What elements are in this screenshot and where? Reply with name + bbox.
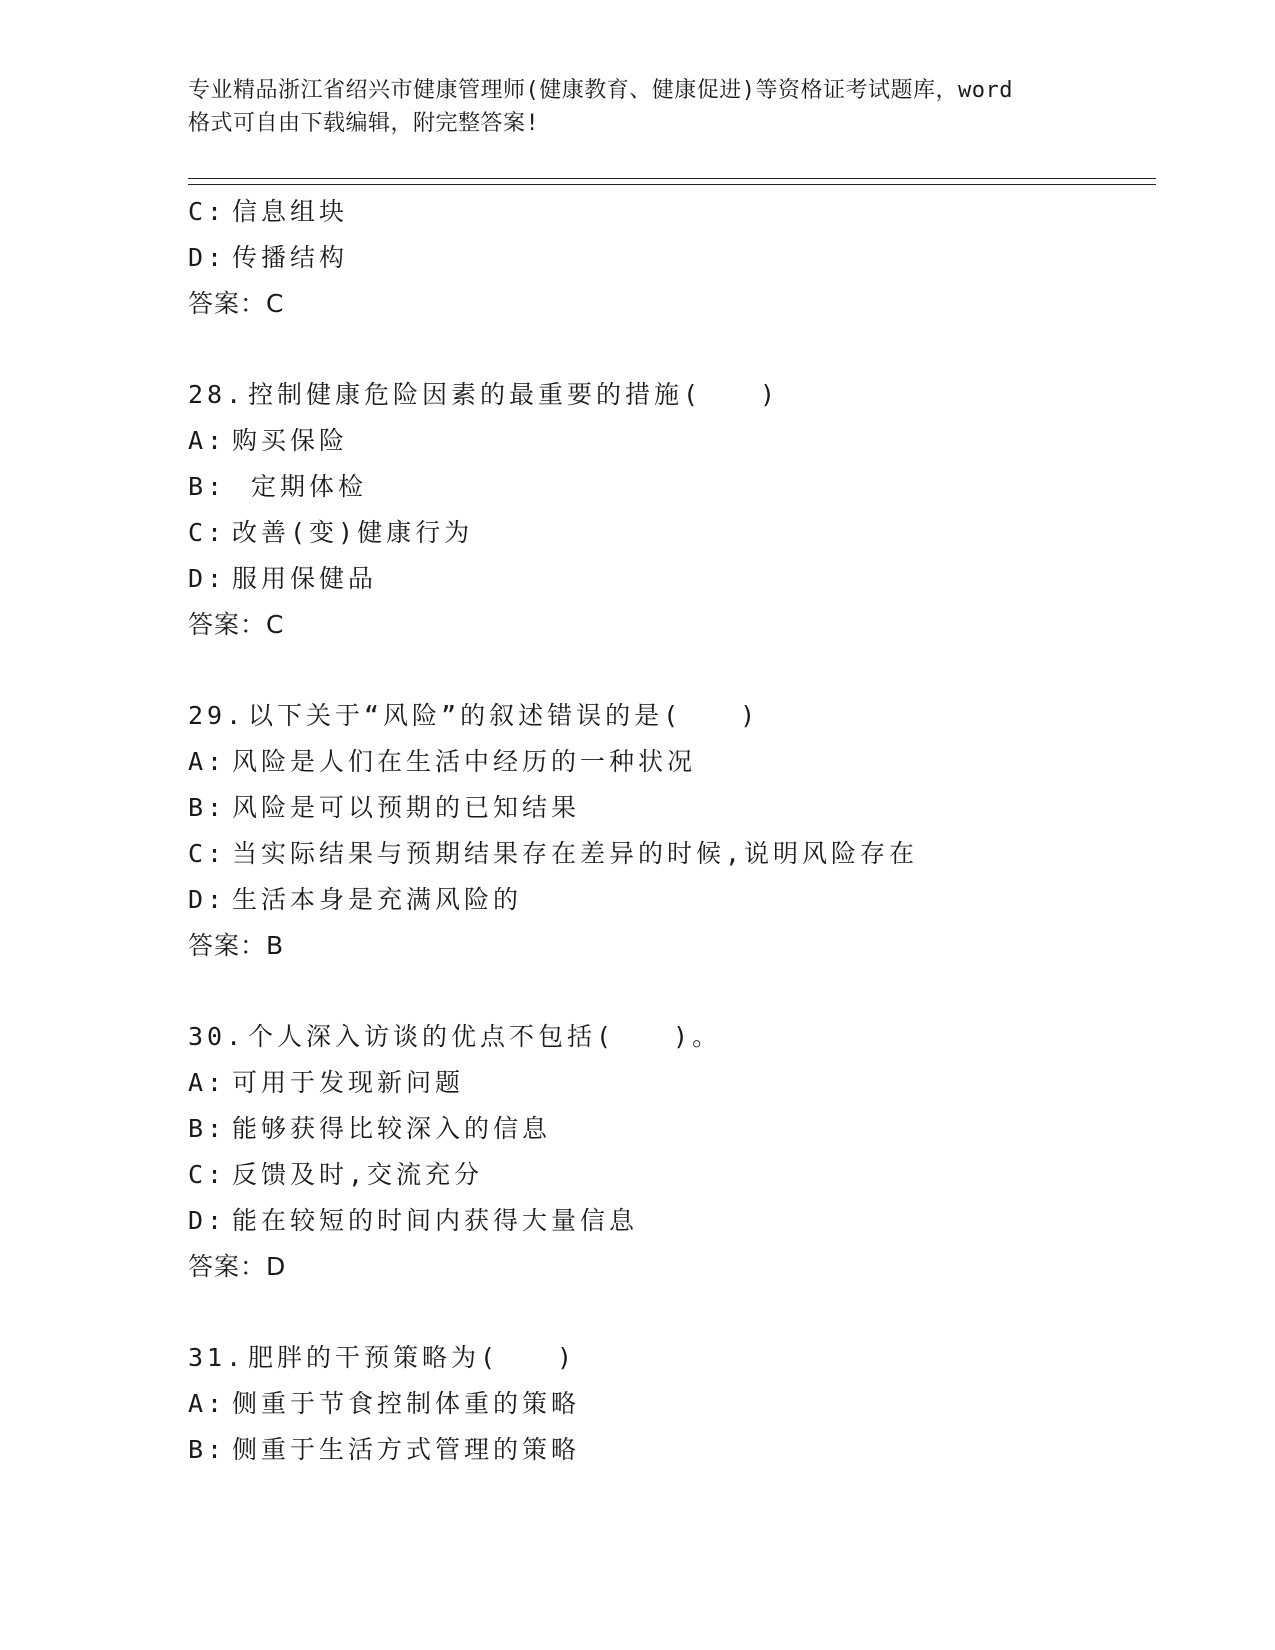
option-c: C: 当实际结果与预期结果存在差异的时候,说明风险存在 xyxy=(188,839,919,868)
header-line-1: 专业精品浙江省绍兴市健康管理师(健康教育、健康促进)等资格证考试题库，word xyxy=(188,78,1013,103)
question-stem: 30. 个人深入访谈的优点不包括( )。 xyxy=(188,1022,722,1051)
question-stem: 29. 以下关于“风险”的叙述错误的是( ) xyxy=(188,701,760,730)
option-b: B: 侧重于生活方式管理的策略 xyxy=(188,1435,581,1464)
option-a: A: 风险是人们在生活中经历的一种状况 xyxy=(188,747,697,776)
question-30 xyxy=(188,1014,1148,1290)
option-d: D: 生活本身是充满风险的 xyxy=(188,885,523,914)
option-b: B: 风险是可以预期的已知结果 xyxy=(188,793,581,822)
option-b: B: 能够获得比较深入的信息 xyxy=(188,1114,552,1143)
answer: 答案：C xyxy=(188,610,285,639)
option-d: D: 能在较短的时间内获得大量信息 xyxy=(188,1206,639,1235)
option-c: C: 反馈及时,交流充分 xyxy=(188,1160,484,1189)
page-header xyxy=(188,74,1088,140)
option-b: B: 定期体检 xyxy=(188,472,368,501)
answer: 答案：B xyxy=(188,931,285,960)
option-a: A: 可用于发现新问题 xyxy=(188,1068,465,1097)
option-d: D: 传播结构 xyxy=(188,243,349,272)
answer: 答案：C xyxy=(188,289,285,318)
option-c: C: 信息组块 xyxy=(188,197,349,226)
option-c: C: 改善(变)健康行为 xyxy=(188,518,474,547)
header-line-2: 格式可自由下载编辑，附完整答案! xyxy=(188,111,540,136)
question-28 xyxy=(188,372,1148,648)
document-body xyxy=(188,189,1148,1473)
question-stem: 31. 肥胖的干预策略为( ) xyxy=(188,1343,577,1372)
answer: 答案：D xyxy=(188,1252,287,1281)
option-a: A: 侧重于节食控制体重的策略 xyxy=(188,1389,581,1418)
previous-question-tail xyxy=(188,189,1148,327)
header-divider xyxy=(188,178,1156,185)
question-29 xyxy=(188,693,1148,969)
question-31 xyxy=(188,1335,1148,1473)
option-d: D: 服用保健品 xyxy=(188,564,378,593)
option-a: A: 购买保险 xyxy=(188,426,349,455)
question-stem: 28. 控制健康危险因素的最重要的措施( ) xyxy=(188,380,780,409)
